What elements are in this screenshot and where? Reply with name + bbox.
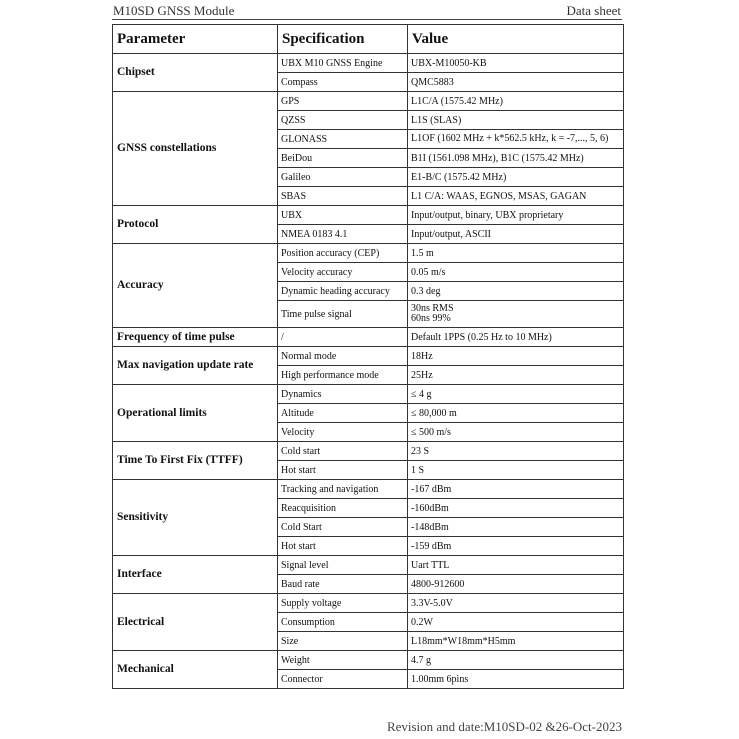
parameter-cell: Chipset xyxy=(113,54,278,92)
value-cell: Input/output, binary, UBX proprietary xyxy=(408,206,624,225)
specification-cell: / xyxy=(278,328,408,347)
column-header-specification: Specification xyxy=(278,25,408,54)
specification-cell: GPS xyxy=(278,92,408,111)
specification-cell: Consumption xyxy=(278,613,408,632)
header-divider xyxy=(112,19,622,20)
parameter-cell: GNSS constellations xyxy=(113,92,278,206)
value-cell: 0.05 m/s xyxy=(408,263,624,282)
parameter-cell: Mechanical xyxy=(113,651,278,689)
value-cell: 0.3 deg xyxy=(408,282,624,301)
specification-cell: UBX xyxy=(278,206,408,225)
value-cell: QMC5883 xyxy=(408,73,624,92)
value-cell: L1 C/A: WAAS, EGNOS, MSAS, GAGAN xyxy=(408,187,624,206)
value-cell: 1 S xyxy=(408,461,624,480)
specification-cell: Galileo xyxy=(278,168,408,187)
value-cell: -148dBm xyxy=(408,518,624,537)
value-cell: 4800-912600 xyxy=(408,575,624,594)
specification-cell: Tracking and navigation xyxy=(278,480,408,499)
specification-cell: Normal mode xyxy=(278,347,408,366)
column-header-value: Value xyxy=(408,25,624,54)
value-cell: L1C/A (1575.42 MHz) xyxy=(408,92,624,111)
value-cell: 1.00mm 6pins xyxy=(408,670,624,689)
column-header-parameter: Parameter xyxy=(113,25,278,54)
value-cell: ≤ 500 m/s xyxy=(408,423,624,442)
value-cell: ≤ 4 g xyxy=(408,385,624,404)
value-cell: UBX-M10050-KB xyxy=(408,54,624,73)
specification-cell: Hot start xyxy=(278,537,408,556)
parameter-cell: Interface xyxy=(113,556,278,594)
specification-cell: Compass xyxy=(278,73,408,92)
parameter-cell: Sensitivity xyxy=(113,480,278,556)
value-cell: Uart TTL xyxy=(408,556,624,575)
parameter-cell: Time To First Fix (TTFF) xyxy=(113,442,278,480)
specification-cell: Connector xyxy=(278,670,408,689)
table-row xyxy=(113,206,624,225)
revision-footer: Revision and date:M10SD-02 &26-Oct-2023 xyxy=(386,719,622,734)
table-row xyxy=(113,651,624,670)
specification-cell: Size xyxy=(278,632,408,651)
table-header-row xyxy=(113,25,624,54)
value-cell: Input/output, ASCII xyxy=(408,225,624,244)
table-row xyxy=(113,54,624,73)
value-cell: ≤ 80,000 m xyxy=(408,404,624,423)
table-row xyxy=(113,328,624,347)
document-type: Data sheet xyxy=(566,3,621,18)
value-cell: 3.3V-5.0V xyxy=(408,594,624,613)
specification-cell: NMEA 0183 4.1 xyxy=(278,225,408,244)
value-cell: 18Hz xyxy=(408,347,624,366)
specification-cell: Weight xyxy=(278,651,408,670)
value-cell: 1.5 m xyxy=(408,244,624,263)
table-row xyxy=(113,92,624,111)
value-cell: 4.7 g xyxy=(408,651,624,670)
specification-cell: UBX M10 GNSS Engine xyxy=(278,54,408,73)
value-cell: 0.2W xyxy=(408,613,624,632)
specification-cell: SBAS xyxy=(278,187,408,206)
value-cell: -159 dBm xyxy=(408,537,624,556)
parameter-cell: Electrical xyxy=(113,594,278,651)
specification-cell: Dynamic heading accuracy xyxy=(278,282,408,301)
specification-cell: GLONASS xyxy=(278,130,408,149)
specification-cell: Reacquisition xyxy=(278,499,408,518)
specification-cell: Signal level xyxy=(278,556,408,575)
table-row xyxy=(113,347,624,366)
specification-cell: Dynamics xyxy=(278,385,408,404)
specification-cell: Baud rate xyxy=(278,575,408,594)
table-row xyxy=(113,480,624,499)
specification-cell: Time pulse signal xyxy=(278,301,408,328)
specification-cell: Supply voltage xyxy=(278,594,408,613)
table-row xyxy=(113,244,624,263)
parameter-cell: Accuracy xyxy=(113,244,278,328)
specification-cell: Position accuracy (CEP) xyxy=(278,244,408,263)
specification-cell: Altitude xyxy=(278,404,408,423)
table-row xyxy=(113,385,624,404)
parameter-cell: Protocol xyxy=(113,206,278,244)
parameter-cell: Frequency of time pulse xyxy=(113,328,278,347)
specification-cell: Hot start xyxy=(278,461,408,480)
value-cell: 23 S xyxy=(408,442,624,461)
value-cell: L1S (SLAS) xyxy=(408,111,624,130)
table-row xyxy=(113,442,624,461)
parameter-cell: Max navigation update rate xyxy=(113,347,278,385)
value-cell: E1-B/C (1575.42 MHz) xyxy=(408,168,624,187)
specification-cell: Cold Start xyxy=(278,518,408,537)
specification-cell: Cold start xyxy=(278,442,408,461)
specification-cell: Velocity accuracy xyxy=(278,263,408,282)
specification-cell: BeiDou xyxy=(278,149,408,168)
value-cell: -160dBm xyxy=(408,499,624,518)
value-cell: L18mm*W18mm*H5mm xyxy=(408,632,624,651)
specification-table xyxy=(112,24,624,689)
table-row xyxy=(113,556,624,575)
value-cell: -167 dBm xyxy=(408,480,624,499)
document-title: M10SD GNSS Module xyxy=(113,3,235,18)
value-cell: B1I (1561.098 MHz), B1C (1575.42 MHz) xyxy=(408,149,624,168)
value-cell: 30ns RMS 60ns 99% xyxy=(408,301,624,328)
table-row xyxy=(113,594,624,613)
specification-cell: QZSS xyxy=(278,111,408,130)
value-cell: Default 1PPS (0.25 Hz to 10 MHz) xyxy=(408,328,624,347)
table-body xyxy=(113,54,624,689)
parameter-cell: Operational limits xyxy=(113,385,278,442)
specification-cell: High performance mode xyxy=(278,366,408,385)
value-cell: 25Hz xyxy=(408,366,624,385)
value-cell: L1OF (1602 MHz + k*562.5 kHz, k = -7,..., 5, 6) xyxy=(408,130,624,149)
specification-cell: Velocity xyxy=(278,423,408,442)
